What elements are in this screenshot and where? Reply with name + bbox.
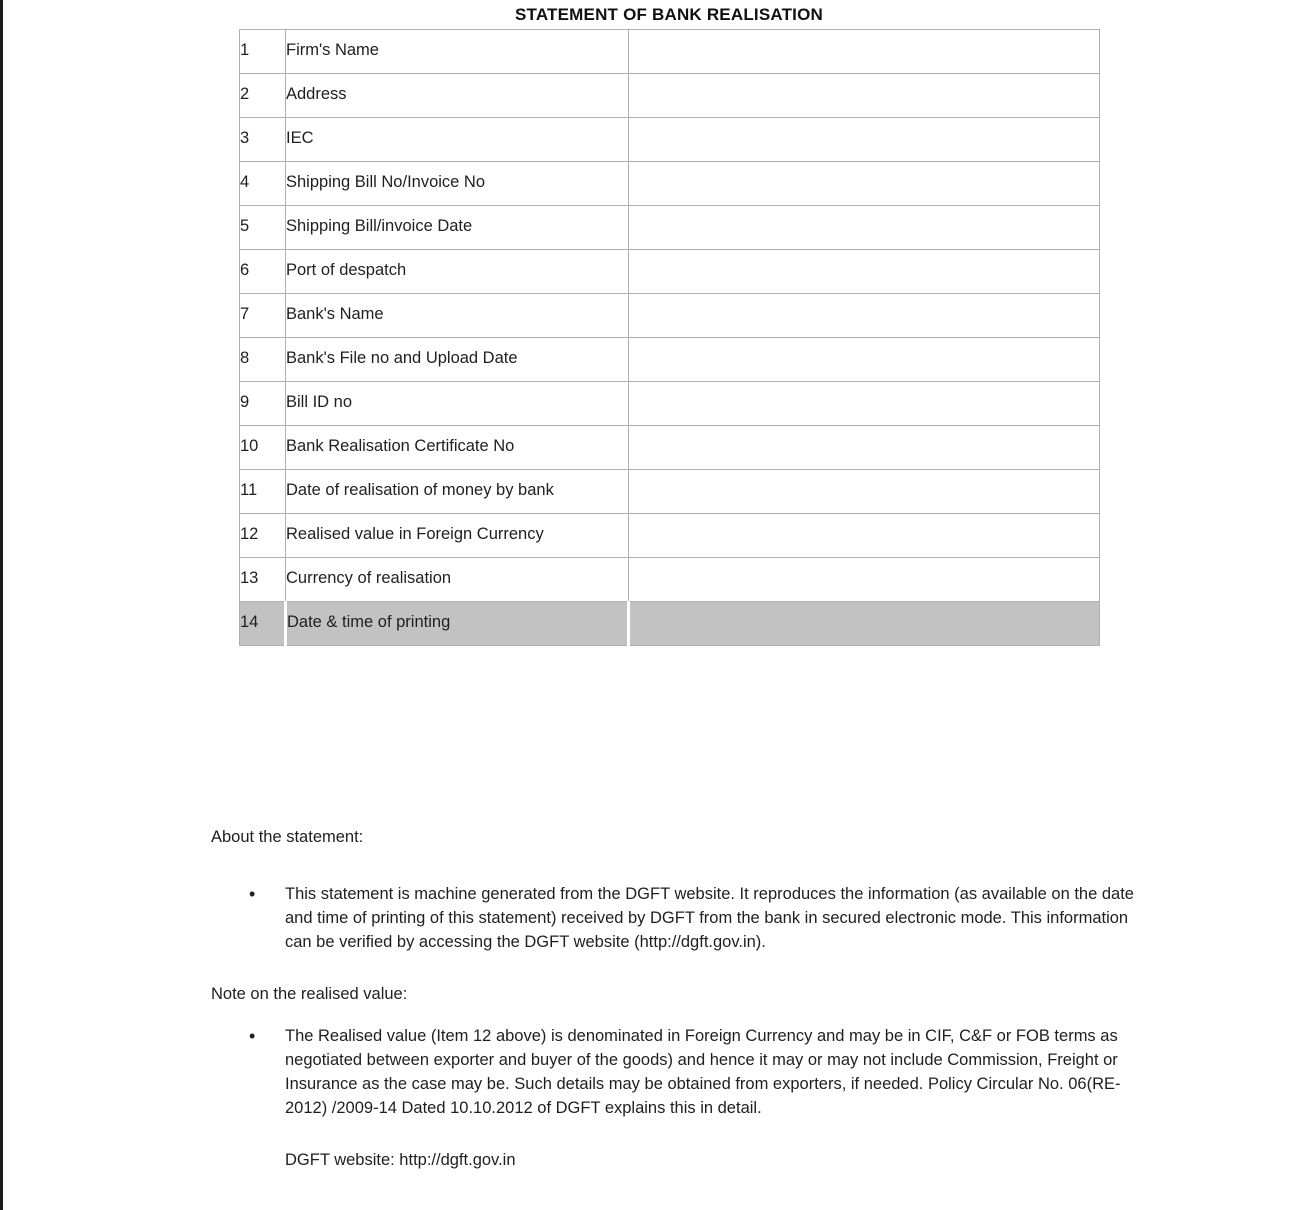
- row-number: 3: [240, 118, 286, 162]
- row-value-field[interactable]: [629, 514, 1100, 558]
- row-value-field[interactable]: [629, 162, 1100, 206]
- row-value-field[interactable]: [629, 30, 1100, 74]
- row-number: 9: [240, 382, 286, 426]
- table-row: [240, 118, 1100, 162]
- table-row: [240, 74, 1100, 118]
- bank-realisation-table: [239, 29, 1100, 646]
- row-label: IEC: [286, 118, 629, 162]
- bullet-icon: •: [249, 884, 256, 904]
- row-number: 4: [240, 162, 286, 206]
- row-number: 12: [240, 514, 286, 558]
- row-label: Date & time of printing: [286, 602, 629, 646]
- row-number: 8: [240, 338, 286, 382]
- list-item: [247, 1024, 1135, 1120]
- note-bullet-list: [247, 1024, 1135, 1120]
- row-label: Firm's Name: [286, 30, 629, 74]
- row-label: Bank Realisation Certificate No: [286, 426, 629, 470]
- row-value-field[interactable]: [629, 206, 1100, 250]
- row-value-field[interactable]: [629, 118, 1100, 162]
- row-value-field[interactable]: [629, 338, 1100, 382]
- table-row: [240, 206, 1100, 250]
- about-statement-text: This statement is machine generated from the DGFT website. It reproduces the information (as available on the date and time of printing of this statement) received by DGFT from the bank in secured electronic mode. This information can be verified by accessing the DGFT website (http://dgft.gov.in).: [285, 885, 1134, 951]
- row-label: Shipping Bill/invoice Date: [286, 206, 629, 250]
- row-value-field[interactable]: [629, 74, 1100, 118]
- row-number: 14: [240, 602, 286, 646]
- table-row: [240, 162, 1100, 206]
- row-label: Bank's Name: [286, 294, 629, 338]
- row-label: Port of despatch: [286, 250, 629, 294]
- row-number: 1: [240, 30, 286, 74]
- row-value-field[interactable]: [629, 250, 1100, 294]
- row-value-field[interactable]: [629, 426, 1100, 470]
- row-value-field[interactable]: [629, 558, 1100, 602]
- table-row: [240, 602, 1100, 646]
- note-section-heading: Note on the realised value:: [211, 985, 408, 1003]
- row-value-field[interactable]: [629, 602, 1100, 646]
- row-label: Date of realisation of money by bank: [286, 470, 629, 514]
- row-label: Currency of realisation: [286, 558, 629, 602]
- table-row: [240, 426, 1100, 470]
- row-number: 2: [240, 74, 286, 118]
- row-label: Realised value in Foreign Currency: [286, 514, 629, 558]
- note-realised-value-text: The Realised value (Item 12 above) is denominated in Foreign Currency and may be in CIF, C&F or FOB terms as negotiated between exporter and buyer of the goods) and hence it may or may not include Commission, Freight or Insurance as the case may be. Such details may be obtained from exporters, if needed. Policy Circular No. 06(RE- 2012) /2009-14 Dated 10.10.2012 of DGFT explains this in detail.: [285, 1027, 1121, 1117]
- table-row: [240, 250, 1100, 294]
- row-number: 10: [240, 426, 286, 470]
- list-item: [247, 882, 1135, 954]
- table-row: [240, 382, 1100, 426]
- page-title: STATEMENT OF BANK REALISATION: [514, 5, 823, 24]
- row-number: 11: [240, 470, 286, 514]
- row-label: Bill ID no: [286, 382, 629, 426]
- row-label: Shipping Bill No/Invoice No: [286, 162, 629, 206]
- table-row: [240, 514, 1100, 558]
- row-number: 6: [240, 250, 286, 294]
- about-bullet-list: [247, 882, 1135, 954]
- table-body: [240, 30, 1100, 646]
- dgft-website-line: DGFT website: http://dgft.gov.in: [285, 1151, 516, 1169]
- table-row: [240, 294, 1100, 338]
- row-value-field[interactable]: [629, 470, 1100, 514]
- row-number: 5: [240, 206, 286, 250]
- table-row: [240, 30, 1100, 74]
- row-number: 13: [240, 558, 286, 602]
- about-section-heading: About the statement:: [211, 828, 364, 846]
- row-number: 7: [240, 294, 286, 338]
- row-label: Address: [286, 74, 629, 118]
- row-label: Bank's File no and Upload Date: [286, 338, 629, 382]
- table-row: [240, 470, 1100, 514]
- bullet-icon: •: [249, 1026, 256, 1046]
- table-row: [240, 338, 1100, 382]
- row-value-field[interactable]: [629, 294, 1100, 338]
- row-value-field[interactable]: [629, 382, 1100, 426]
- table-row: [240, 558, 1100, 602]
